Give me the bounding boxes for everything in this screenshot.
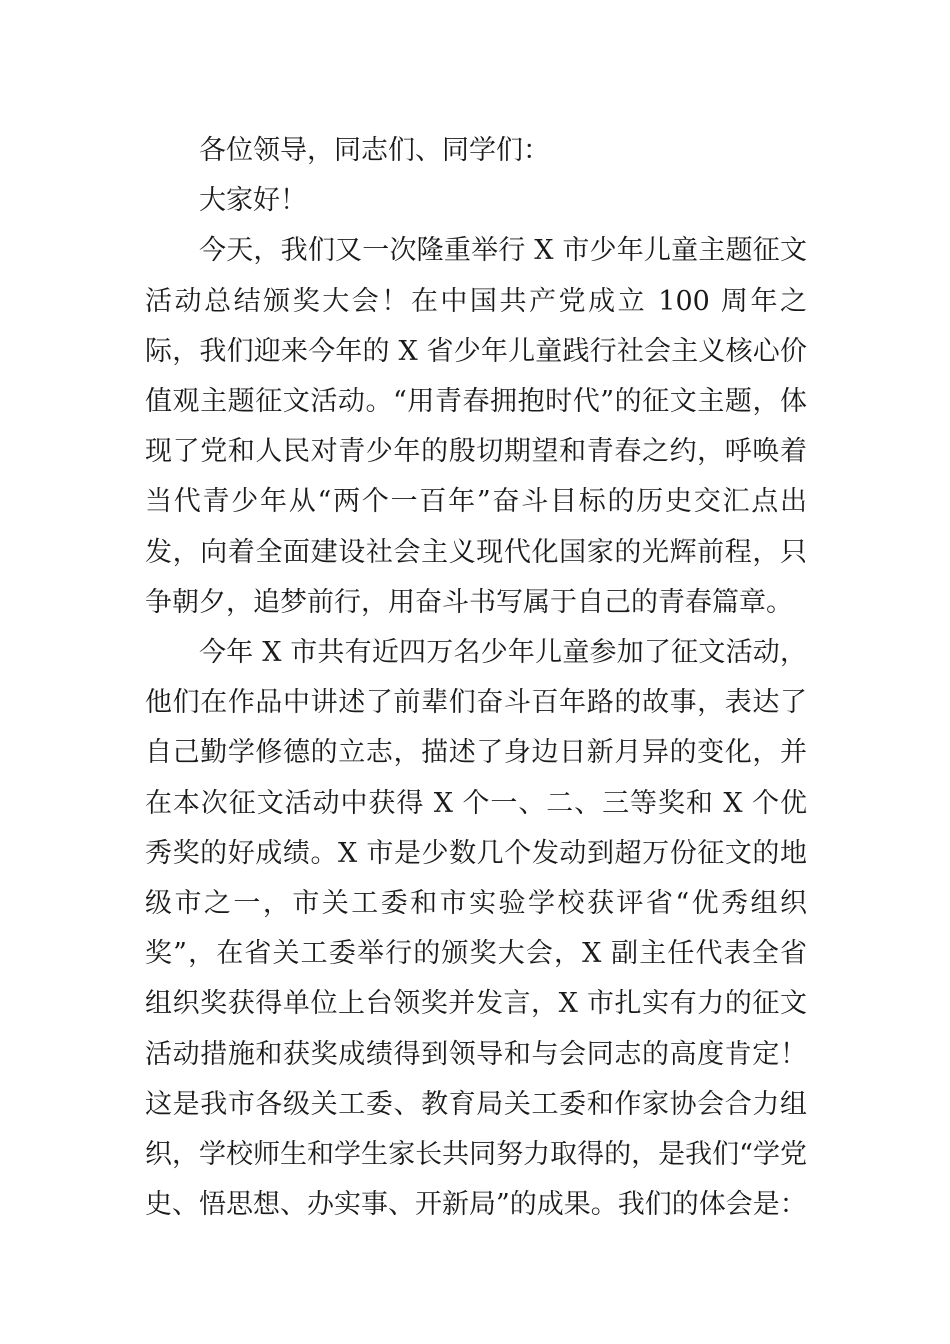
body-paragraph: 今年 X 市共有近四万名少年儿童参加了征文活动，他们在作品中讲述了前辈们奋斗百年路的故事，表达了自己勤学修德的立志，描述了身边日新月异的变化，并在本次征文活动中获得 X 个一、二、三等奖和 X 个优秀奖的好成绩。X 市是少数几个发动到超万份征文的地级市之一，市关工委和市实验学校获评省“优秀组织奖”，在省关工委举行的颁奖大会，X 副主任代表全省组织奖获得单位上台领奖并发言，X 市扎实有力的征文活动措施和获奖成绩得到领导和与会同志的高度肯定！这是我市各级关工委、教育局关工委和作家协会合力组织，学校师生和学生家长共同努力取得的，是我们“学党史、悟思想、办实事、开新局”的成果。我们的体会是：	[145, 637, 807, 1221]
body-paragraph: 今天，我们又一次隆重举行 X 市少年儿童主题征文活动总结颁奖大会！在中国共产党成立 100 周年之际，我们迎来今年的 X 省少年儿童践行社会主义核心价值观主题征文活动。“用青春拥抱时代”的征文主题，体现了党和人民对青少年的殷切期望和青春之约，呼唤着当代青少年从“两个一百年”奋斗目标的历史交汇点出发，向着全面建设社会主义现代化国家的光辉前程，只争朝夕，追梦前行，用奋斗书写属于自己的青春篇章。	[145, 235, 807, 618]
salutation-paragraph: 各位领导，同志们、同学们：	[199, 135, 550, 166]
greeting-paragraph: 大家好！	[199, 185, 307, 217]
document-body	[145, 126, 807, 1230]
